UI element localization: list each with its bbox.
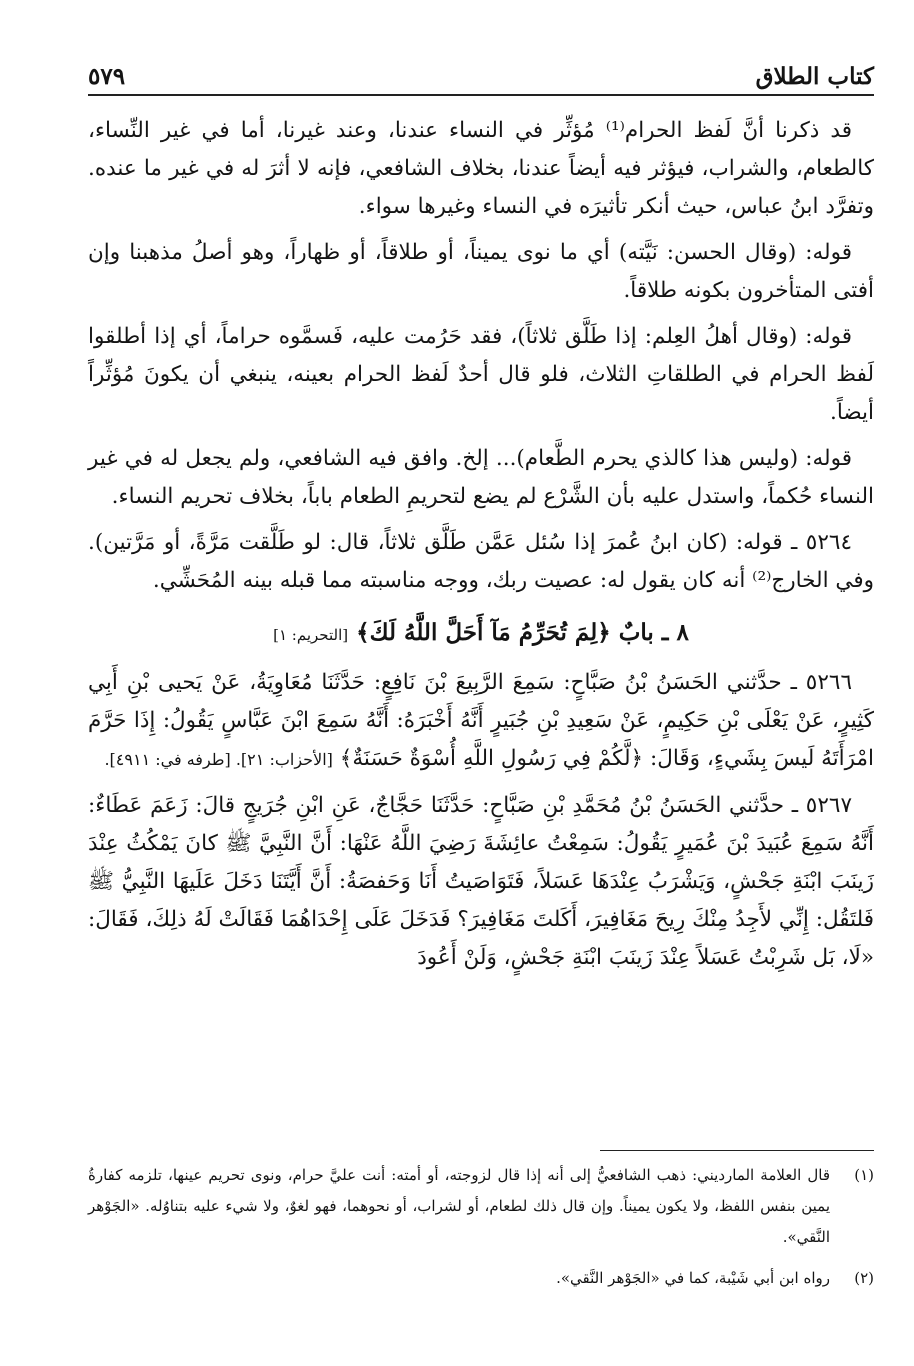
- hadith-text: ٥٢٦٦ ـ حدَّثني الحَسَنُ بْنُ صَبَّاحٍ: سَمِعَ الرَّبِيعَ بْنَ نَافِعٍ: حَدَّثَنَا مُعَاوِيَةُ، عَنْ يَحيى بْنِ أَبِي كَثِيرٍ، عَنْ يَعْلَى بْنِ حَكِيمٍ، عَنْ سَعِيدِ بْنِ جُبَيرٍ أَنَّهُ أَخْبَرَهُ: أَنَّهُ سَمِعَ ابْنَ عَبَّاسٍ يَقُولُ: إِذَا حَرَّمَ امْرَأَتَهُ لَيسَ بِشَيءٍ، وَقَالَ: ﴿لَّكُمْ فِي رَسُولِ اللَّهِ أُسْوَةٌ حَسَنَةٌ﴾: [88, 670, 874, 771]
- footnote-text: قال العلامة المارديني: ذهب الشافعيُّ إلى أنه إذا قال لزوجته، أو أمته: أنت عليَّ حرام، ونوى تحريم عينها، تلزمه كفارةُ يمين بنفس اللفظ، ولا يكون يميناً. وإن قال ذلك لطعام، أو لشراب، أو نحوهما، فهو لغوٌ، ولا شيء عليه بتناوُله. «الجَوْهر النَّقي».: [88, 1166, 830, 1246]
- hadith-5267: ٥٢٦٧ ـ حدَّثني الحَسَنُ بْنُ مُحَمَّدِ بْنِ صَبَّاحٍ: حَدَّثَنَا حَجَّاجٌ، عَنِ ابْنِ جُرَيجٍ قالَ: زَعَمَ عَطَاءٌ: أَنَّهُ سَمِعَ عُبَيدَ بْنَ عُمَيرٍ يَقُولُ: سَمِعْتُ عائِشَةَ رَضِيَ اللَّهُ عَنْهَا: أَنَّ النَّبِيَّ ﷺ كانَ يَمْكُثُ عِنْدَ زَينَبَ ابْنَةِ جَحْشٍ، وَيَشْرَبُ عِنْدَهَا عَسَلاً، فَتَوَاصَيتُ أَنَا وَحَفصَةُ: أَنَّ أَيَّتَنَا دَخَلَ عَلَيهَا النَّبِيُّ ﷺ فَلتَقُل: إِنِّي لأَجِدُ مِنْكَ رِيحَ مَغَافِيرَ، أَكَلتَ مَغَافِيرَ؟ فَدَخَلَ عَلَى إِحْدَاهُمَا فَقَالَتْ لَهُ ذلِكَ، فَقَالَ: «لَا، بَل شَرِبْتُ عَسَلاً عِنْدَ زَينَبَ ابْنَةِ جَحْشٍ، وَلَنْ أَعُودَ: [88, 793, 874, 970]
- footnote-text: رواه ابن أبي شَيْبة، كما في «الجَوْهر النَّقي».: [556, 1269, 830, 1287]
- main-text: [88, 112, 874, 985]
- hadith-reference: [الأحزاب: ٢١]. [طرفه في: ٤٩١١].: [104, 750, 333, 769]
- commentary-paragraph: قوله: (وقال الحسن: نَيَّته) أي ما نوى يميناً، أو طلاقاً، أو ظهاراً، وهو أصلُ مذهبنا وإن أفتى المتأخرون بكونه طلاقاً.: [88, 240, 874, 303]
- commentary-paragraph: قوله: (وليس هذا كالذي يحرم الطَّعام)... إلخ. وافق فيه الشافعي، ولم يجعل له في غير النساء حُكماً، واستدل عليه بأن الشَّرْع لم يضع لتحريمِ الطعام باباً، بخلاف تحريم النساء.: [88, 446, 874, 509]
- chapter-quran-reference: [التحريم: ١]: [273, 626, 349, 644]
- commentary-paragraph: ٥٢٦٤ ـ قوله: (كان ابنُ عُمرَ إذا سُئل عَمَّن طَلَّق ثلاثاً، قال: لو طَلَّقت مَرَّةً، أو مَرَّتين). وفي الخارج⁽²⁾ أنه كان يقول له: عصيت ربك، ووجه مناسبته مما قبله بينه المُحَشِّي.: [88, 530, 874, 593]
- footnote: [88, 1160, 874, 1253]
- page-header: [88, 52, 874, 96]
- chapter-running-title: كتاب الطلاق: [755, 63, 874, 90]
- page-number: ٥٧٩: [88, 63, 126, 90]
- footnotes: [88, 1160, 874, 1304]
- commentary-paragraph: قوله: (وقال أهلُ العِلم: إذا طَلَّق ثلاثاً)، فقد حَرُمت عليه، فَسمَّوه حراماً، أي إذا أطلقوا لَفظ الحرام في الطلقاتِ الثلاث، فلو قال أحدٌ لَفظ الحرام بعينه، ينبغي أن يكونَ مُؤثِّراً أيضاً.: [88, 324, 874, 425]
- footnote-divider: [600, 1150, 874, 1151]
- footnote-number: (٢): [854, 1269, 874, 1287]
- chapter-title: ٨ ـ بابٌ ﴿لِمَ تُحَرِّمُ مَآ أَحَلَّ اللَّهُ لَكَ﴾: [356, 619, 689, 646]
- chapter-heading: [88, 614, 874, 654]
- hadith-5266: [88, 664, 874, 779]
- commentary-paragraph: قد ذكرنا أنَّ لَفظ الحرام⁽¹⁾ مُؤثِّر في النساء عندنا، وعند غيرنا، أما في غير النِّساء، كالطعام، والشراب، فيؤثر فيه أيضاً عندنا، بخلاف الشافعي، فإنه لا أثرَ له في غير ما عنده. وتفرَّد ابنُ عباس، حيث أنكر تأثيرَه في النساء وغيرها سواء.: [88, 118, 874, 219]
- footnote: [88, 1263, 874, 1294]
- footnote-number: (١): [854, 1166, 874, 1184]
